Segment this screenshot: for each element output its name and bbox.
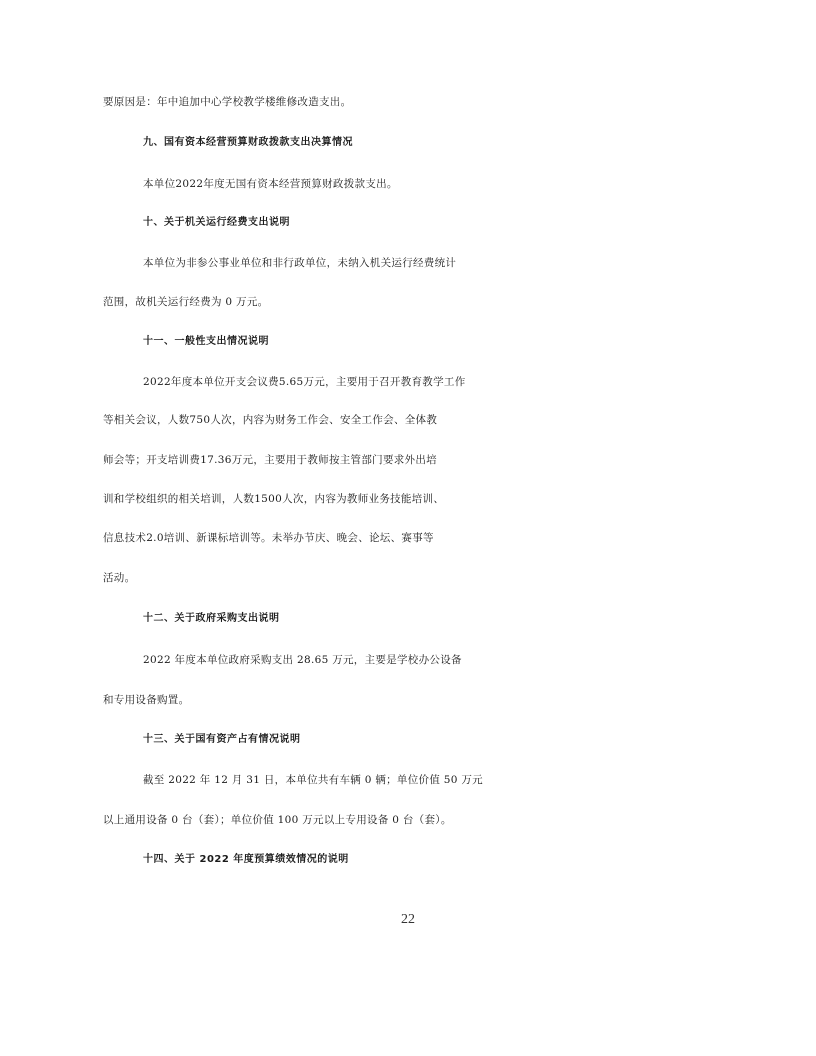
paragraph-line: 和专用设备购置。 (103, 694, 190, 706)
paragraph-line: 信息技术2.0培训、新课标培训等。未举办节庆、晚会、论坛、赛事等 (103, 532, 434, 544)
section-heading-13: 十三、关于国有资产占有情况说明 (143, 734, 301, 745)
paragraph-line: 师会等；开支培训费17.36万元，主要用于教师按主管部门要求外出培 (103, 454, 437, 466)
paragraph-line: 2022 年度本单位政府采购支出 28.65 万元，主要是学校办公设备 (143, 654, 462, 666)
section-heading-11: 十一、一般性支出情况说明 (143, 336, 269, 347)
paragraph-line: 本单位为非参公事业单位和非行政单位，未纳入机关运行经费统计 (143, 257, 457, 269)
paragraph-line: 范围，故机关运行经费为 0 万元。 (103, 296, 269, 308)
paragraph-line: 等相关会议，人数750人次，内容为财务工作会、安全工作会、全体教 (103, 414, 438, 426)
section-heading-9: 九、国有资本经营预算财政拨款支出决算情况 (143, 137, 353, 148)
section-heading-12: 十二、关于政府采购支出说明 (143, 613, 280, 624)
paragraph-line: 截至 2022 年 12 月 31 日，本单位共有车辆 0 辆；单位价值 50 万元 (143, 774, 483, 786)
page-number: 22 (401, 912, 415, 927)
paragraph-line: 2022年度本单位开支会议费5.65万元，主要用于召开教育教学工作 (143, 376, 466, 388)
paragraph-line: 本单位2022年度无国有资本经营预算财政拨款支出。 (143, 178, 398, 190)
section-heading-10: 十、关于机关运行经费支出说明 (143, 217, 290, 228)
paragraph-line: 要原因是：年中追加中心学校教学楼维修改造支出。 (103, 96, 352, 108)
paragraph-line: 以上通用设备 0 台（套）；单位价值 100 万元以上专用设备 0 台（套）。 (103, 814, 452, 826)
paragraph-line: 活动。 (103, 572, 136, 584)
paragraph-line: 训和学校组织的相关培训，人数1500人次，内容为教师业务技能培训、 (103, 493, 445, 505)
section-heading-14: 十四、关于 2022 年度预算绩效情况的说明 (143, 854, 349, 865)
